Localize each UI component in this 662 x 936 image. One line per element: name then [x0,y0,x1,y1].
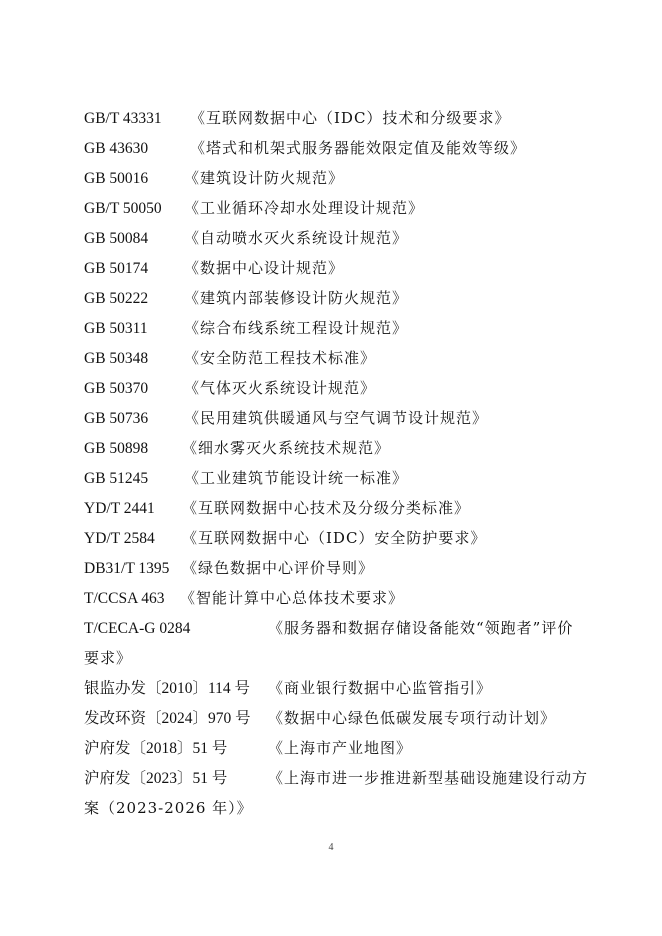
reference-title: 《互联网数据中心（IDC）安全防护要求》 [182,529,487,547]
reference-row [84,433,584,463]
reference-title: 《工业建筑节能设计统一标准》 [184,469,409,487]
reference-row [84,103,584,133]
reference-title: 《综合布线系统工程设计规范》 [184,319,409,337]
reference-code: GB 50736 [84,410,149,427]
reference-row [84,703,584,733]
reference-title: 《互联网数据中心（IDC）技术和分级要求》 [190,109,511,127]
reference-code: 发改环资〔2024〕970 号 [84,710,251,727]
reference-title: 《建筑内部装修设计防火规范》 [184,289,409,307]
reference-row [84,493,584,523]
reference-code: GB 50016 [84,170,149,187]
reference-row [84,163,584,193]
reference-title: 《民用建筑供暖通风与空气调节设计规范》 [184,409,489,427]
reference-title: 《商业银行数据中心监管指引》 [268,679,493,697]
reference-code: GB 51245 [84,470,149,487]
reference-title: 《智能计算中心总体技术要求》 [180,589,405,607]
reference-row [84,553,584,583]
reference-row [84,313,584,343]
reference-title-continuation: 案（2023-2026 年）》 [84,799,253,817]
reference-title: 《自动喷水灭火系统设计规范》 [184,229,409,247]
reference-row [84,733,584,763]
reference-code: DB31/T 1395 [84,560,170,577]
reference-code: 沪府发〔2023〕51 号 [84,770,228,787]
reference-code: T/CECA-G 0284 [84,620,191,637]
reference-title-continuation: 要求》 [84,649,133,667]
reference-title: 《绿色数据中心评价导则》 [182,559,375,577]
reference-title: 《上海市进一步推进新型基础设施建设行动方 [268,769,589,787]
reference-code: GB 50348 [84,350,149,367]
reference-title: 《安全防范工程技术标准》 [184,349,377,367]
reference-code: GB/T 50050 [84,200,162,217]
reference-row [84,343,584,373]
reference-code: 沪府发〔2018〕51 号 [84,740,228,757]
reference-code: YD/T 2441 [84,500,155,517]
reference-row [84,763,589,793]
reference-code: T/CCSA 463 [84,590,165,607]
reference-code: GB 50174 [84,260,149,277]
reference-row [84,193,584,223]
reference-title: 《建筑设计防火规范》 [184,169,345,187]
reference-title: 《塔式和机架式服务器能效限定值及能效等级》 [190,139,527,157]
reference-code: GB 50084 [84,230,149,247]
reference-code: GB 50311 [84,320,148,337]
reference-title: 《数据中心绿色低碳发展专项行动计划》 [268,709,557,727]
reference-row [84,373,584,403]
reference-code: GB 43630 [84,140,149,157]
reference-code: GB 50898 [84,440,149,457]
reference-code: GB/T 43331 [84,110,162,127]
reference-title: 《互联网数据中心技术及分级分类标准》 [182,499,471,517]
reference-row [84,283,584,313]
reference-row [84,673,584,703]
reference-title: 《细水雾灭火系统技术规范》 [182,439,391,457]
reference-code: GB 50370 [84,380,149,397]
reference-title: 《数据中心设计规范》 [184,259,345,277]
reference-code: 银监办发〔2010〕114 号 [84,680,251,697]
reference-title: 《服务器和数据存储设备能效“领跑者”评价 [268,619,574,637]
reference-row [84,403,584,433]
reference-title: 《上海市产业地图》 [268,739,413,757]
reference-row [84,223,584,253]
reference-row [84,613,584,643]
reference-row [84,253,584,283]
reference-list [84,103,589,823]
reference-row [84,523,584,553]
reference-row [84,583,584,613]
reference-row [84,463,584,493]
page-number: 4 [328,842,334,853]
reference-title: 《工业循环冷却水处理设计规范》 [184,199,425,217]
reference-row [84,133,584,163]
reference-title: 《气体灭火系统设计规范》 [184,379,377,397]
reference-code: YD/T 2584 [84,530,155,547]
reference-code: GB 50222 [84,290,149,307]
